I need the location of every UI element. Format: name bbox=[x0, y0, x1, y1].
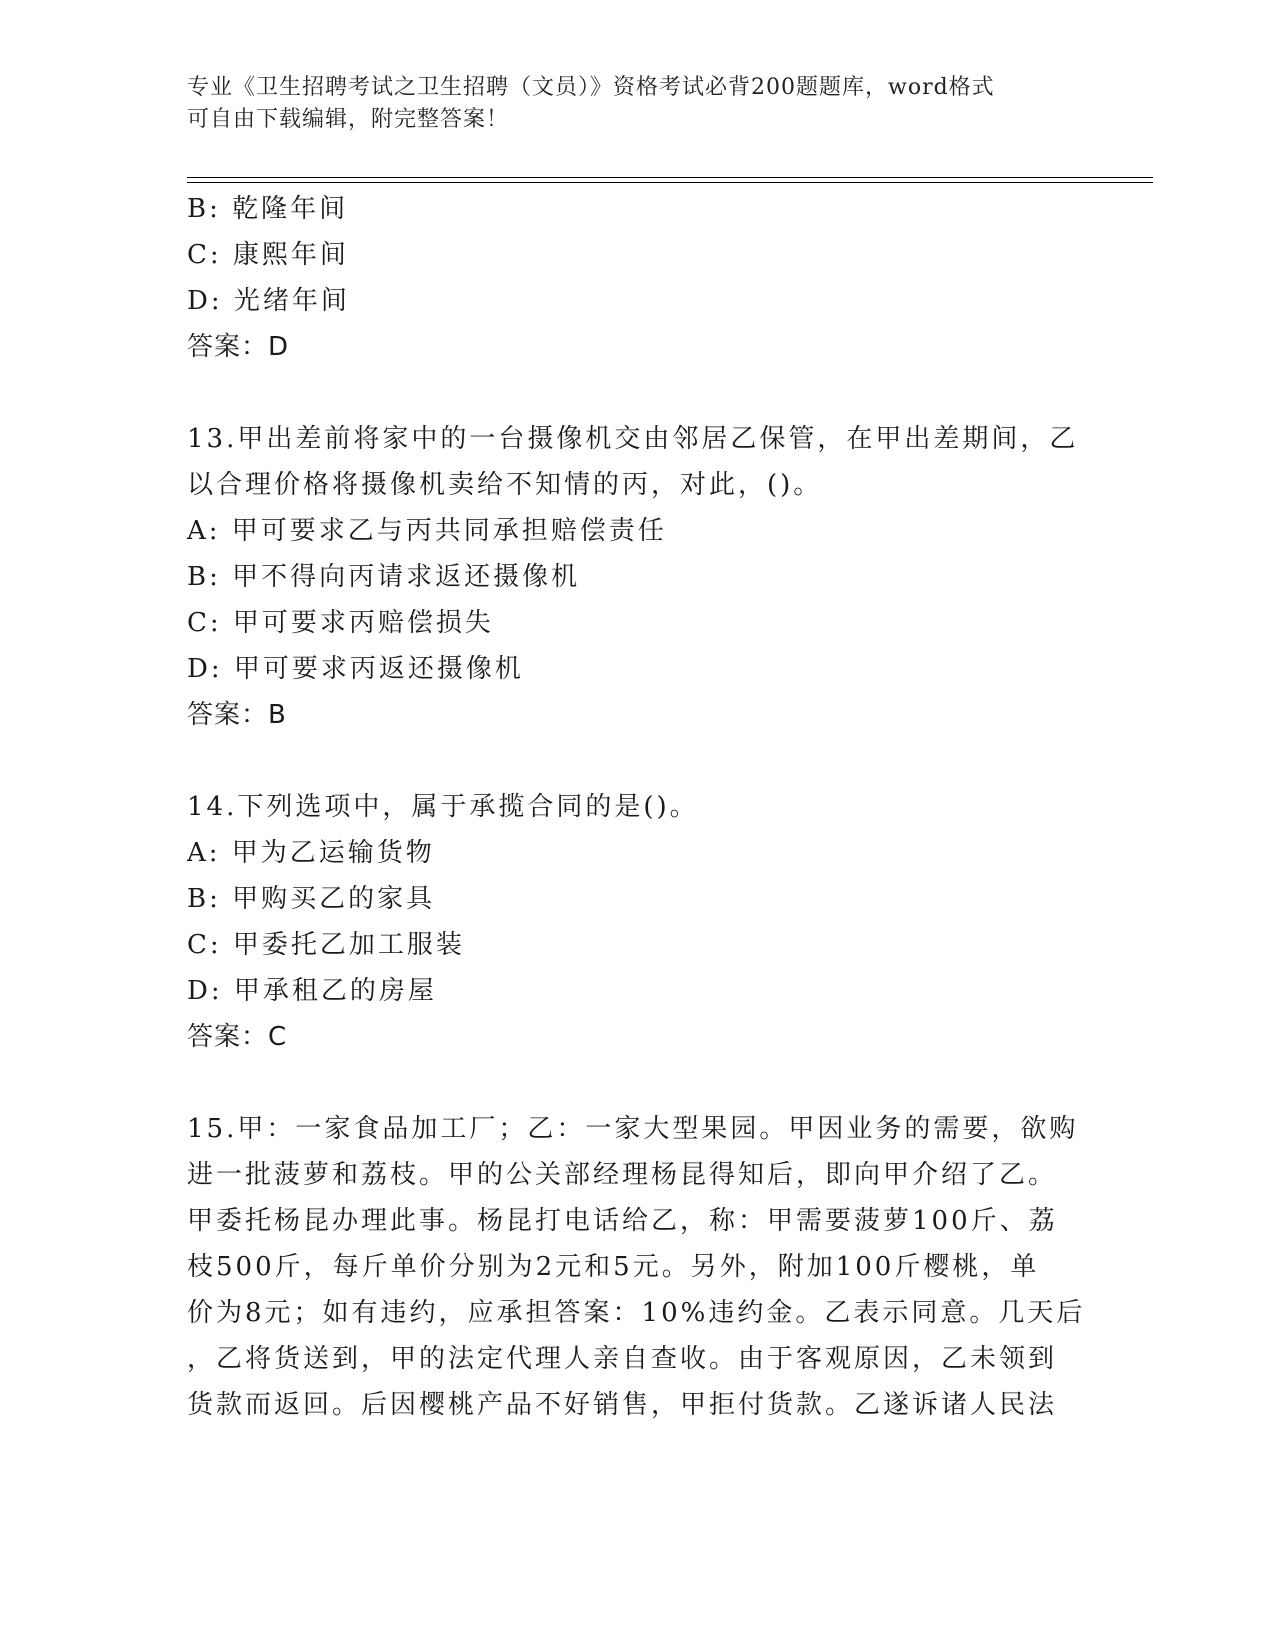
spacer bbox=[187, 370, 1087, 416]
q14-stem-line-1: 14.下列选项中，属于承揽合同的是()。 bbox=[187, 792, 699, 822]
q14-option-b: B: 甲购买乙的家具 bbox=[187, 884, 436, 914]
question-content bbox=[187, 186, 1087, 1428]
document-header bbox=[187, 72, 1067, 136]
q13-stem-line-1: 13.甲出差前将家中的一台摄像机交由邻居乙保管，在甲出差期间，乙 bbox=[187, 424, 1079, 454]
q13-option-d: D: 甲可要求丙返还摄像机 bbox=[187, 654, 524, 684]
q14-option-d: D: 甲承租乙的房屋 bbox=[187, 976, 437, 1006]
q12-option-d: D: 光绪年间 bbox=[187, 286, 350, 316]
question-13 bbox=[187, 416, 1087, 738]
q13-option-b: B: 甲不得向丙请求返还摄像机 bbox=[187, 562, 581, 592]
header-divider-bottom bbox=[187, 182, 1153, 183]
q14-answer: 答案：C bbox=[187, 1022, 288, 1052]
header-line-2: 可自由下载编辑，附完整答案！ bbox=[187, 107, 510, 132]
q12-answer: 答案：D bbox=[187, 332, 290, 362]
spacer bbox=[187, 1060, 1087, 1106]
q15-stem-line-4: 枝500斤，每斤单价分别为2元和5元。另外，附加100斤樱桃，单 bbox=[187, 1252, 1040, 1282]
question-12-tail bbox=[187, 186, 1087, 370]
q13-option-a: A: 甲可要求乙与丙共同承担赔偿责任 bbox=[187, 516, 667, 546]
q15-stem-line-2: 进一批菠萝和荔枝。甲的公关部经理杨昆得知后，即向甲介绍了乙。 bbox=[187, 1160, 1058, 1190]
q14-option-a: A: 甲为乙运输货物 bbox=[187, 838, 435, 868]
header-line-1: 专业《卫生招聘考试之卫生招聘（文员）》资格考试必背200题题库，word格式 bbox=[187, 75, 995, 100]
q15-stem-line-1: 15.甲：一家食品加工厂；乙：一家大型果园。甲因业务的需要，欲购 bbox=[187, 1114, 1079, 1144]
question-14 bbox=[187, 784, 1087, 1060]
q15-stem-line-3: 甲委托杨昆办理此事。杨昆打电话给乙，称：甲需要菠萝100斤、荔 bbox=[187, 1206, 1058, 1236]
header-divider-top bbox=[187, 177, 1153, 178]
q14-option-c: C: 甲委托乙加工服装 bbox=[187, 930, 465, 960]
q12-option-c: C: 康熙年间 bbox=[187, 240, 349, 270]
q13-answer: 答案：B bbox=[187, 700, 287, 730]
q15-stem-line-5: 价为8元；如有违约，应承担答案：10%违约金。乙表示同意。几天后 bbox=[187, 1298, 1086, 1328]
spacer bbox=[187, 738, 1087, 784]
q15-stem-line-6: ，乙将货送到，甲的法定代理人亲自查收。由于客观原因，乙未领到 bbox=[187, 1344, 1058, 1374]
q15-stem-line-7: 货款而返回。后因樱桃产品不好销售，甲拒付货款。乙遂诉诸人民法 bbox=[187, 1390, 1058, 1420]
q13-stem-line-2: 以合理价格将摄像机卖给不知情的丙，对此，()。 bbox=[187, 470, 823, 500]
question-15 bbox=[187, 1106, 1087, 1428]
q12-option-b: B: 乾隆年间 bbox=[187, 194, 349, 224]
q13-option-c: C: 甲可要求丙赔偿损失 bbox=[187, 608, 494, 638]
